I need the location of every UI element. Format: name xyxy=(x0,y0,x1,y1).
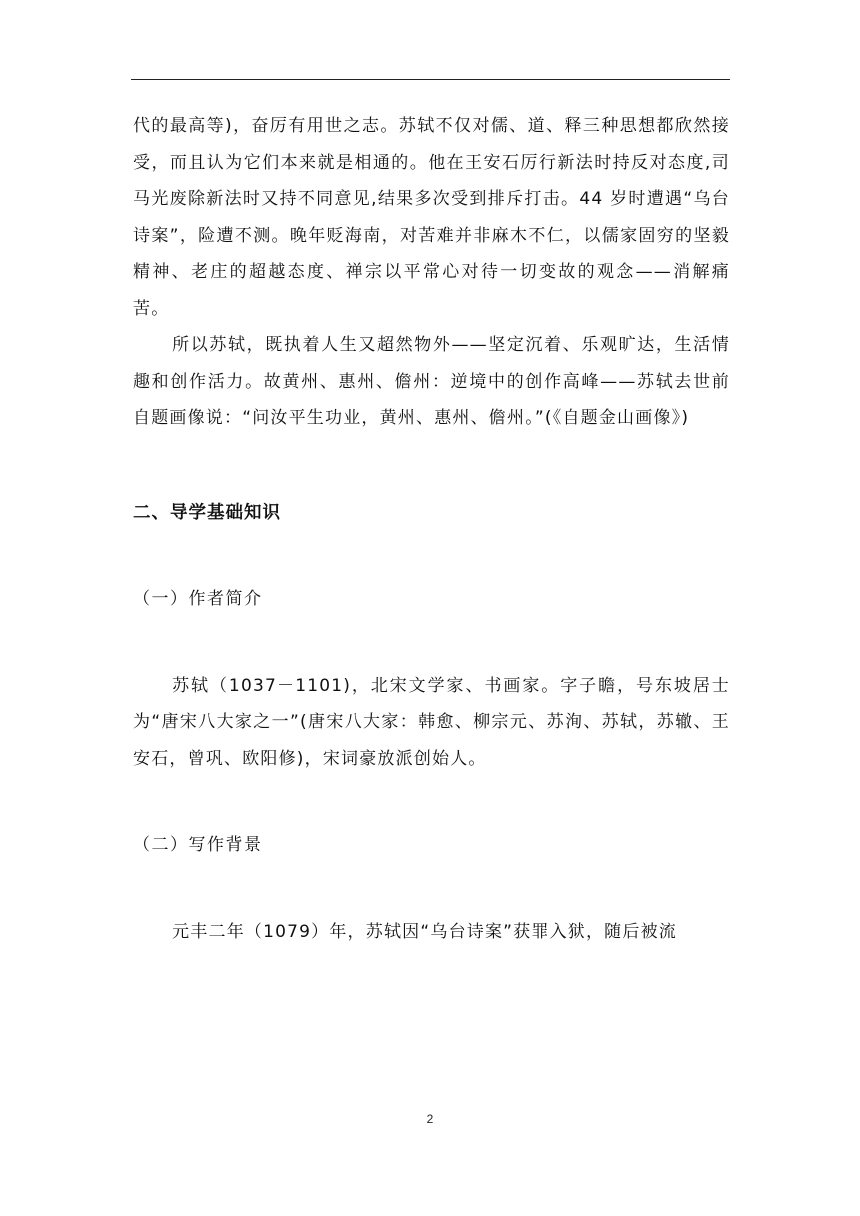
spacer xyxy=(133,777,730,827)
subsection-title-author: （一）作者简介 xyxy=(133,589,263,609)
page-number: 2 xyxy=(426,1112,434,1126)
section-heading: 二、导学基础知识 xyxy=(133,502,281,523)
spacer xyxy=(133,531,730,581)
header-rule xyxy=(131,79,730,80)
spacer xyxy=(133,864,730,914)
paragraph-summary: 所以苏轼，既执着人生又超然物外——坚定沉着、乐观旷达，生活情趣和创作活力。故黄州、惠州、儋州：逆境中的创作高峰——苏轼去世前自题画像说：“问汝平生功业，黄州、惠州、儋州。”(《自题金山画像》) xyxy=(133,335,730,428)
author-intro-paragraph: 苏轼（1037－1101)，北宋文学家、书画家。字子瞻，号东坡居士为“唐宋八大家之一”(唐宋八大家：韩愈、柳宗元、苏洵、苏轼，苏辙、王安石，曾巩、欧阳修)，宋词豪放派创始人。 xyxy=(133,675,730,769)
background-paragraph: 元丰二年（1079）年，苏轼因“乌台诗案”获罪入狱，随后被流 xyxy=(172,921,677,942)
spacer xyxy=(133,618,730,668)
subsection-title-background: （二）写作背景 xyxy=(133,835,263,855)
spacer xyxy=(133,437,730,495)
paragraph-continued: 代的最高等)，奋厉有用世之志。苏轼不仅对儒、道、释三种思想都欣然接受，而且认为它们本来就是相通的。他在王安石厉行新法时持反对态度,司马光废除新法时又持不同意见,结果多次受到排斥打击。44 岁时遭遇“乌台诗案”，险遭不测。晚年贬海南，对苦难并非麻木不仁，以儒家固穷的坚毅精神、老庄的超越态度、禅宗以平常心对待一切变故的观念——消解痛苦。 xyxy=(133,116,730,319)
page-content xyxy=(133,108,730,950)
